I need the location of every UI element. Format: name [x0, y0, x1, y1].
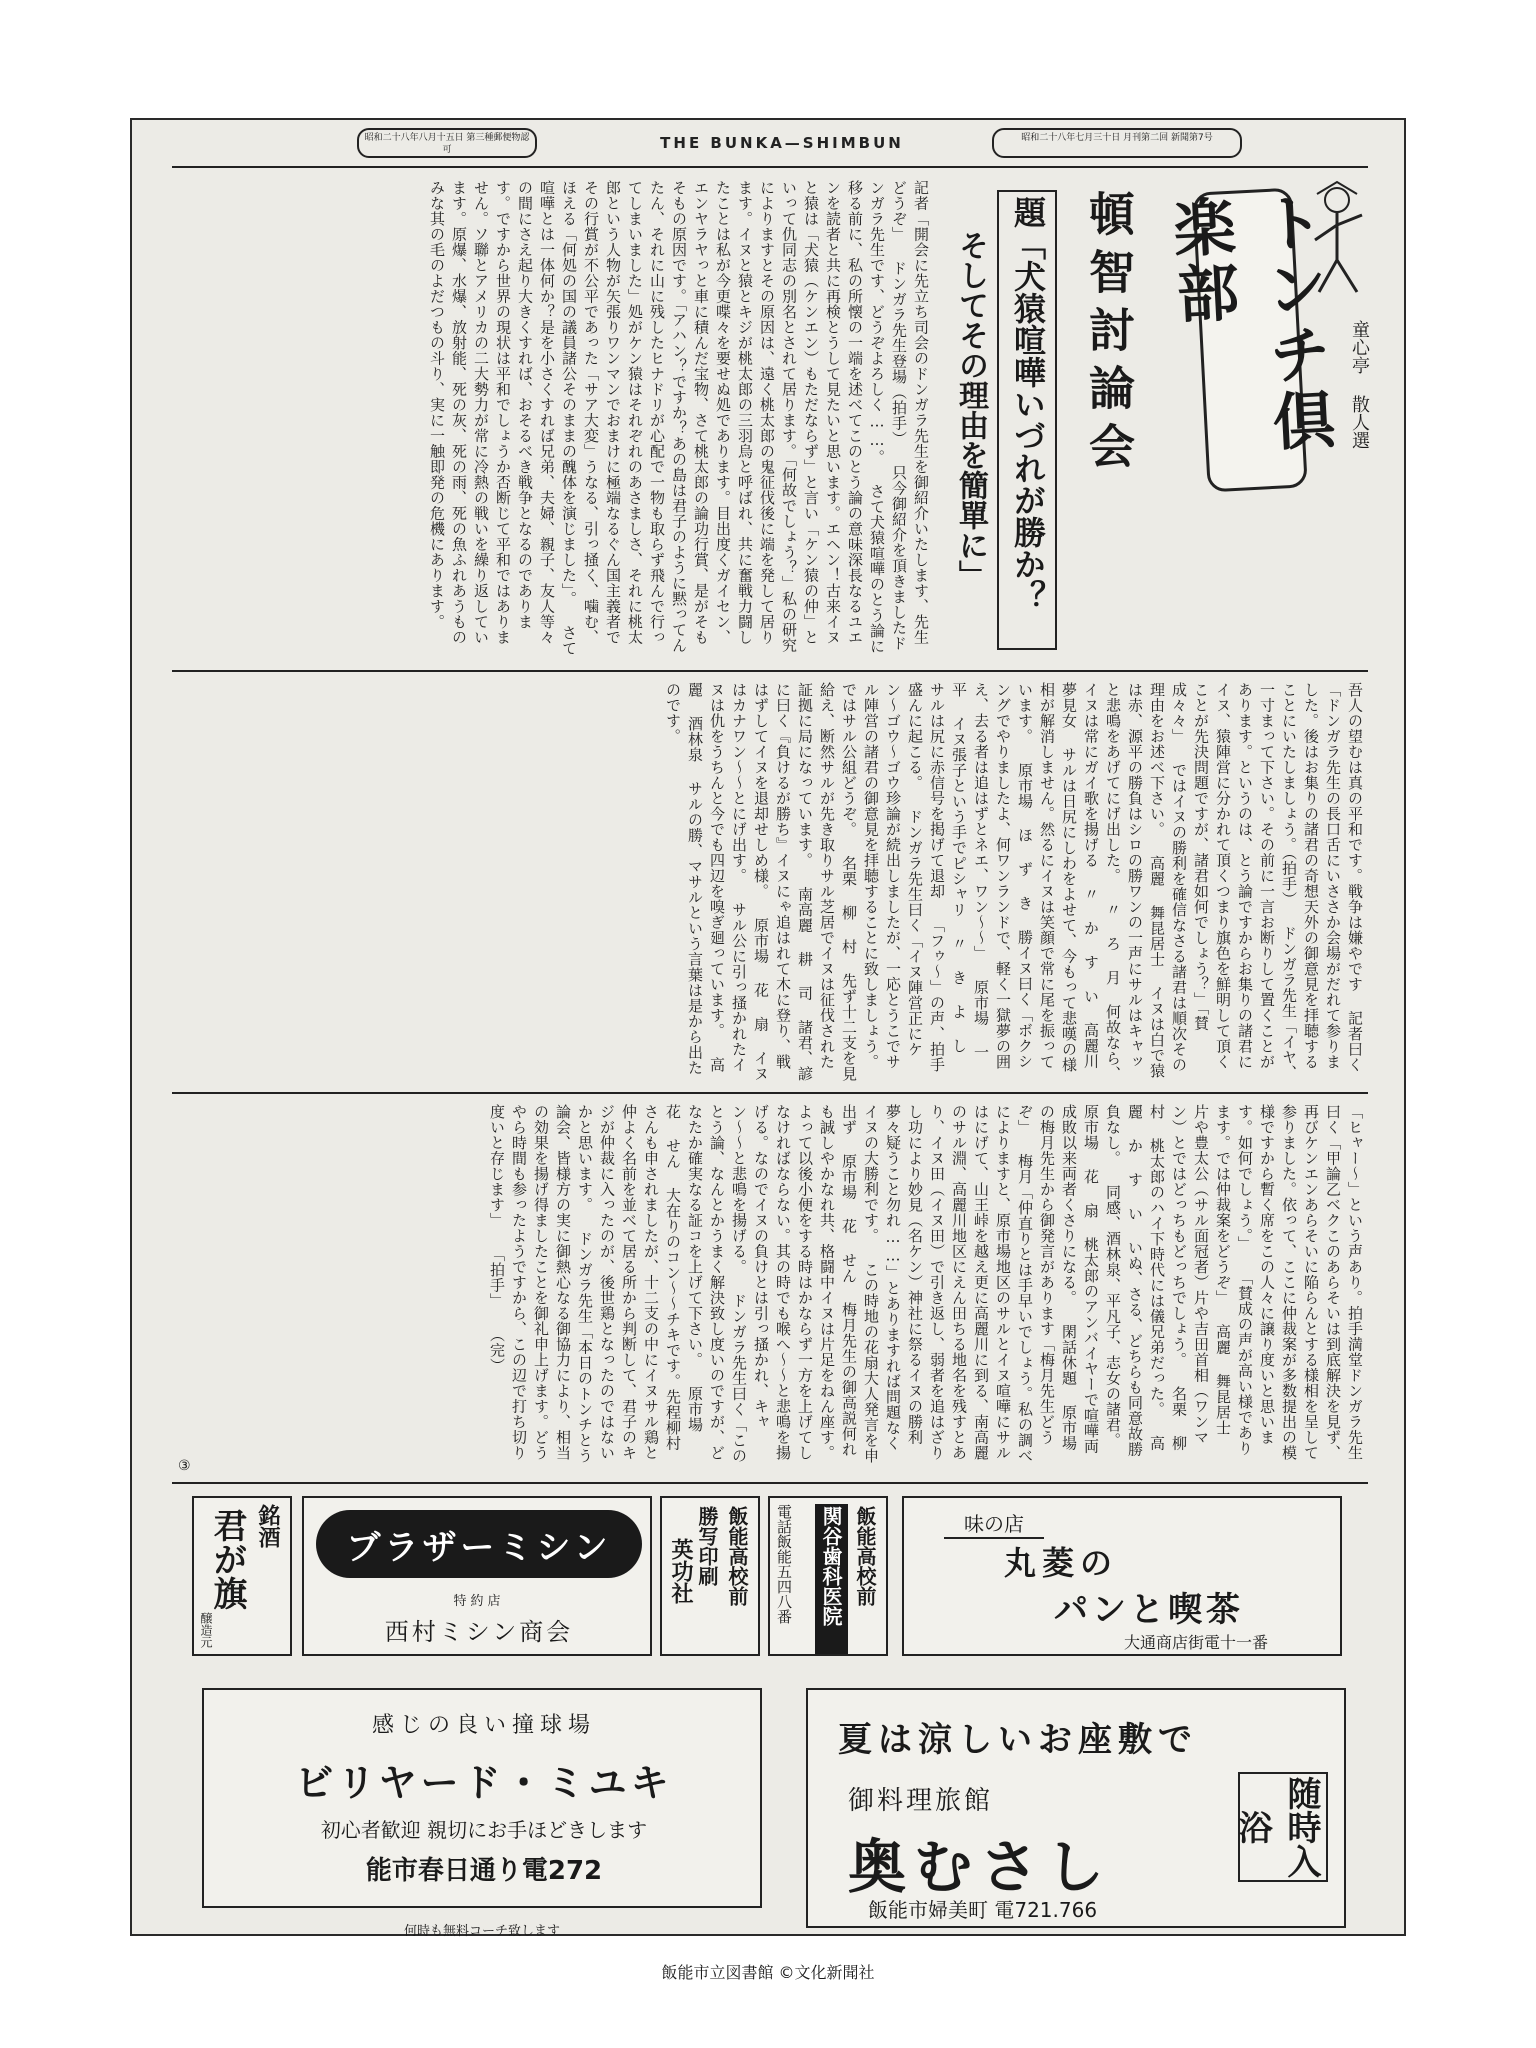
- ad-billiard-address: 能市春日通り電272: [365, 1856, 603, 1886]
- clown-illustration: [1307, 180, 1377, 310]
- ad-sake-name: 君が旗: [207, 1508, 247, 1610]
- section-title: 頓智討論会: [1082, 190, 1136, 480]
- ad-ryokan-name: 奥むさし: [848, 1833, 1113, 1901]
- ad-printing-line2: 勝写印刷: [695, 1506, 719, 1586]
- ad-bakery: [902, 1496, 1342, 1656]
- header-left-stamp: 昭和二十八年八月十五日 第三種郵便物認可: [357, 128, 537, 158]
- footer-credit: 飯能市立図書館 ©文化新聞社: [661, 1963, 875, 1982]
- header-right-stamp: 昭和二十八年七月三十日 月刊第二回 新聞第7号: [992, 128, 1242, 158]
- ad-sake-maker: 醸造元: [199, 1612, 213, 1648]
- ad-sake: [192, 1496, 292, 1656]
- ad-ryokan-address: 飯能市婦美町 電721.766: [868, 1898, 1098, 1922]
- ad-sewing: [302, 1496, 652, 1656]
- ad-ryokan: [806, 1688, 1346, 1928]
- page-number: ③: [178, 1458, 191, 1474]
- column-byline: 童心亭 散人選: [1349, 320, 1370, 449]
- rule-2: [172, 1092, 1368, 1094]
- ad-sake-label: 銘酒: [255, 1504, 281, 1548]
- rule-3: [172, 1482, 1368, 1484]
- masthead: THE BUNKA—SHIMBUN: [660, 134, 904, 152]
- column-intro-text: 記者「開会に先立ち司会のドンガラ先生を御紹介いたします、先生どうぞ」 ドンガラ先生登場（拍手） 只今御紹介を頂きましたドンガラ先生です、どうぞよろしく……。 さて犬猿喧嘩のとう論に移る前に、私の所懐の一端を述べてこのとう論の意味深長なるユエンを読者と共に再検とうして見たいと思います。エヘン！古来イヌと猿は「犬猿（ケンエン）もただならず」と言い「ケン猿の仲」といって仇同志の別名とされて居ります。「何故でしょう？」私の研究によりますとその原因は、遠く桃太郎の鬼征伐後に端を発して居ります。イヌと猿とキジが桃太郎の三羽烏と呼ばれ、共に奮戦力闘したことは私が今更喋々を要せぬ処であります。目出度くガイセン、エンヤラヤっと車に積んだ宝物、さて桃太郎の論功行賞、是がそもそもの原因です。「アハン？ですか？あの島は君子のように黙ってんたん、それに山に残したヒナドリが心配で一物も取らず飛んで行ってしまいました」処がケン猿はそれぞれのあさましさ、それに桃太郎という人物が矢張りワンマンでおまけに極端なるぐん国主義者でその行賞が不公平であった「サア大変」うなる、引っ掻く、噛む、ほえる「何処の国の議員諸公そのままの醜体を演じました」。 さて喧嘩とは一体何か？是を小さくすれば兄弟、夫婦、親子、友人等々の間にさえ起り大きくすれば、おそるべき戦争となるのであります。ですから世界の現状は平和でしょうか否断じて平和ではありません。ソ聯とアメリカの二大勢力が常に冷熱の戦いを繰り返しています。原爆、水爆、放射能、死の灰、死の雨、死の魚ふれあうものみな其の毛のよだつもの斗り、実に一触即発の危機にあります。: [428, 180, 930, 656]
- ad-billiard-name: ビリヤード・ミユキ: [295, 1761, 673, 1805]
- ad-billiard-copy: 初心者歓迎 親切にお手ほどきします: [320, 1818, 648, 1842]
- ad-sewing-brand: ブラザーミシン: [316, 1510, 642, 1578]
- ad-ryokan-badge: 随時入浴: [1238, 1772, 1328, 1882]
- question-line-1: 題「犬猿喧嘩いづれが勝か？: [997, 190, 1057, 650]
- rule-1: [172, 670, 1368, 672]
- ad-bakery-address: 大通商店街電十一番: [1124, 1633, 1269, 1652]
- question-line-2: そしてその理由を簡單に」: [953, 230, 988, 590]
- ad-printing-line1: 飯能高校前: [725, 1506, 749, 1606]
- ad-sewing-shop: 西村ミシン商会: [384, 1618, 574, 1646]
- ad-dental-phone: 電話飯能五四八番: [775, 1504, 793, 1624]
- ad-printing: [660, 1496, 760, 1656]
- ad-billiard-tag: 感じの良い撞球場: [371, 1713, 596, 1738]
- ad-bakery-name: 丸菱の: [1004, 1544, 1119, 1582]
- ad-sewing-sub: 特約店: [453, 1594, 505, 1609]
- column-bottom-text: 「ヒャー〜」という声あり。拍手満堂ドンガラ先生曰く「甲論乙ベクこのあらそいは到底解決を見ず、再びケンエンあらそいに陥らんとする様相を呈して参りました。依って、ここに仲裁案が多数提出の模様ですから暫く席をこの人々に譲り度いと思います。如何でしょう。」 「賛成の声が高い様であります。では仲裁案をどうぞ」 高麗 舞昆居士 片や豊太公（サル面冠者）片や吉田首相（ワンマン）とではどっちもどっちでしょう。 名栗 柳 村 桃太郎のハイ下時代には儀兄弟だった。 高麗 か す い いぬ、さる、どちらも同意故勝負なし。 同感、酒林泉、平凡子、志女の諸君。 原市場 花 扇 桃太郎のアンバイヤーで喧嘩両成敗以来両者くさりになる。 閑話休題 原市場の梅月先生から御発言があります「梅月先生どうぞ」 梅月「仲直りとは手早いでしょう。私の調べによりますと、原市場地区のサルとイヌ喧嘩にサルはにげて、山王峠を越え更に高麗川に到る、南高麗のサル淵、高麗川地区にえん田ちる地名を残すとあり、イヌ田（イヌ田）で引き返し、弱者を追はざりし功により妙見（名ケン）神社に祭るイヌの勝利夢々疑うこと勿れ……」とありますれば問題なくイヌの大勝利です。 この時地の花扇大人発言を申出ず 原市場 花 せん 梅月先生の御高説何れも誠しやかなれ共、格闘中イヌは片足をねん座す。よって以後小便をする時はかならず一方を上げてしなければならない。其の時でも喉へ〜〜と悲鳴を揚げる。なのでイヌの負けとは引っ搔かれ、キャン〜〜と悲鳴を揚げる。 ドンガラ先生曰く「このとう論、なんとかうまく解決致し度いのですが、どなたか確実なる証コを上げて下さい。 原市場 花 せん 大在りのコン〜〜チキです。先程柳村さんも申されましたが、十二支の中にイヌサル鶏と仲よく名前を並べて居る所から判断して、君子のキジが仲裁に入ったのが、後世鶏となったのではないかと思います。 ドンガラ先生「本日のトンチとう論会、皆様方の実に御熱心なる御協力により、相当の効果を揚げ得ましたことを御礼申上げます。どうやら時間も参ったようですから、この辺で打ち切り度いと存じます」 「拍手」 （完）: [488, 1104, 1364, 1464]
- ad-billiard: [202, 1688, 762, 1908]
- ad-bakery-sub: パンと喫茶: [1054, 1590, 1244, 1630]
- ad-bakery-tag: 味の店: [944, 1508, 1044, 1539]
- column-title-box: [1161, 188, 1338, 493]
- header-rule: [172, 166, 1368, 168]
- ad-dental-name: 関谷歯科医院: [815, 1504, 848, 1654]
- ad-billiard-note: 何時も無料コーチ致します: [403, 1924, 560, 1939]
- column-mid-text: 吾人の望むは真の平和です。戦争は嫌やです 記者曰く「ドンガラ先生の長口舌にいささか会場がだれて参りました。後はお集りの諸君の奇想天外の御意見を拝聴することにいたしましょう。（拍手） ドンガラ先生「イヤ、一寸まって下さい。その前に一言お断りして置くことがあります。というのは、とう論ですからお集りの諸君にイヌ、猿陣営に分かれて頂くつまり旗色を鮮明して頂くことが先決問題ですが、諸君如何でしょう？」「賛成々々」 ではイヌの勝利を確信なさる諸君は順次その理由をお述べ下さい。 高麗 舞昆居士 イヌは白で猿は赤、源平の勝負はシロの勝ワンの一声にサルはキャッと悲鳴をあげてにげ出した。 〃 ろ 月 何故なら、イヌは常にガイ歌を揚げる 〃 か す い 高麗川 夢見女 サルは日尻にしわをよせて、今もって悲嘆の様相が解消しません。然るにイヌは笑顔で常に尾を振っています。 原市場 ほ ず き 勝イヌ曰く「ボクシングでやりましたよ、何ワンランドで、軽く一獄夢の囲え、去る者は追はずとネエ、ワン〜〜」 原市場 一 平 イヌ張子という手でピシャリ 〃 き よ し サルは尻に赤信号を掲げて退却 「フゥ〜」の声、拍手盛んに起こる。 ドンガラ先生曰く「イヌ陣営正にケン〜ゴウ〜ゴウ珍論が続出しましたが、一応とうこでサル陣営の諸君の御意見を拝聴することに致しましょう。ではサル公組どうぞ。 名栗 柳 村 先ず十二支を見給え、断然サルが先き取りサル芝居でイヌは征伐された証拠に局になっています。 南高麗 耕 司 諸君、諺に曰く『負けるが勝ち』イヌにゃ追はれて木に登り、戦はずしてイヌを退却せしめ様。 原市場 花 扇 イヌはカナワン〜〜とにげ出す。 サル公に引っ搔かれたイヌは仇をうちんと今でも四辺を嗅ぎ廻っています。 高麗 酒林泉 サルの勝、マサルという言葉は是から出たのです。: [664, 682, 1364, 1082]
- ad-ryokan-kind: 御料理旅館: [848, 1786, 994, 1816]
- ad-printing-name: 英功社: [668, 1538, 694, 1604]
- ad-dental-line1: 飯能高校前: [853, 1506, 877, 1606]
- ad-ryokan-tag: 夏は涼しいお座敷で: [838, 1720, 1198, 1760]
- newspaper-page: [130, 118, 1406, 1939]
- ad-dental: [768, 1496, 888, 1656]
- column-title: トンチ倶楽部: [1161, 188, 1338, 457]
